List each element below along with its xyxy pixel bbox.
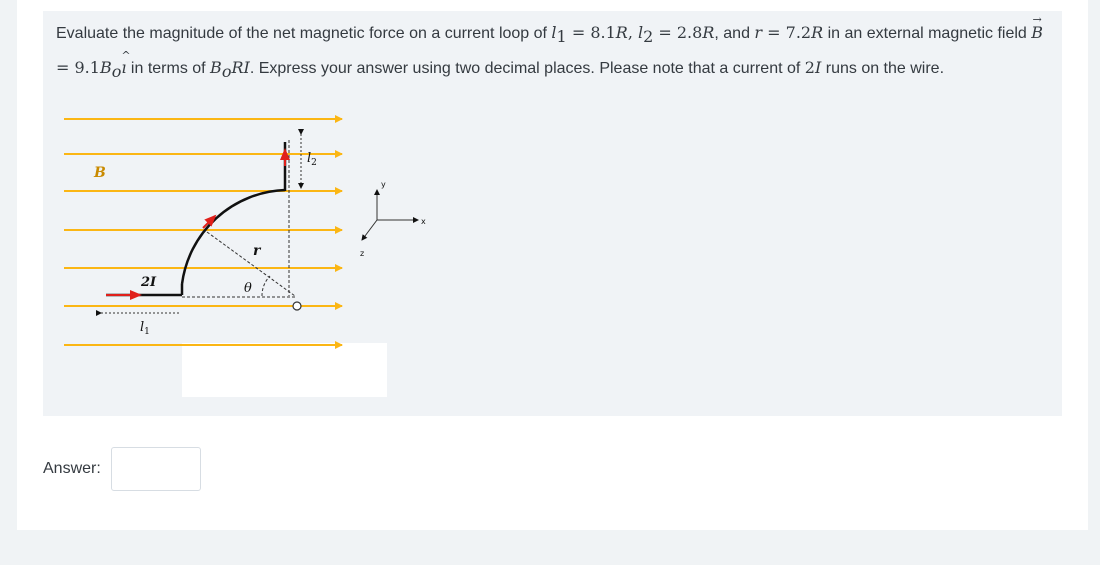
- loop-center: [293, 302, 301, 310]
- answer-input[interactable]: [111, 447, 201, 491]
- question-text: Evaluate the magnitude of the net magnetic force on a current loop of $l_1 = 8.1R$, $l_2 = 2.8R$, and r = 7.2R in an external magnetic field → $B = 9.1B_o\^{}$ ı in terms of $B_oRI$. Express your answer using two decimal places. Please note that a current of 2I runs on the wire.: [56, 17, 1046, 87]
- theta-label: θ: [244, 281, 252, 296]
- axis-y-label: y: [381, 180, 386, 189]
- white-mask: [182, 343, 387, 397]
- r-label: r: [253, 243, 261, 259]
- l1-label: $l_1$: [140, 320, 150, 337]
- l2-label: $l_2$: [307, 151, 317, 168]
- axis-z-label: z: [360, 249, 365, 258]
- current-label: 2I: [141, 275, 157, 290]
- answer-label: Answer:: [43, 460, 101, 477]
- field-label: B: [94, 165, 106, 181]
- axis-x-label: x: [421, 217, 426, 226]
